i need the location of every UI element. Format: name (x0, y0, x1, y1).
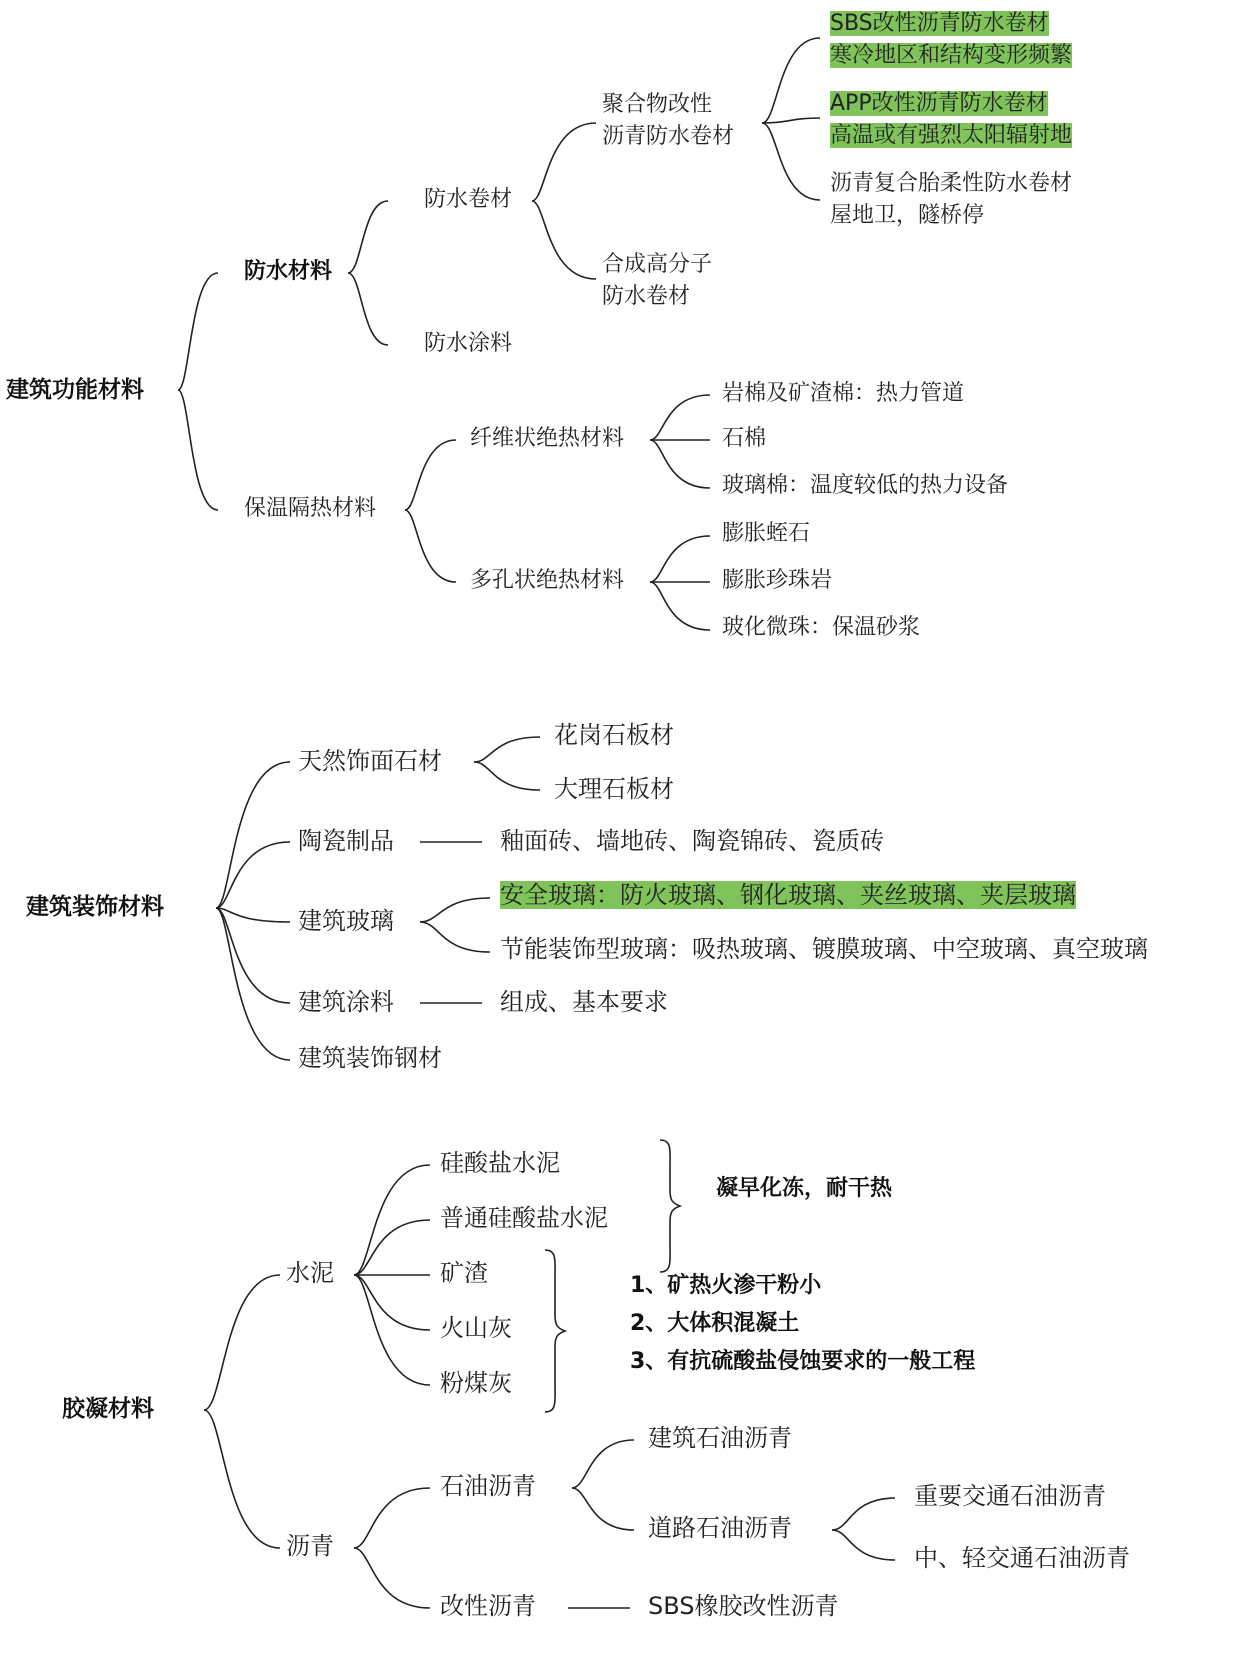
composite-note: 屋地卫，隧桥停 (830, 203, 985, 228)
node-asphalt: 沥青 (286, 1532, 334, 1560)
node-safety-glass (500, 880, 1076, 911)
node-building-petroleum-asphalt: 建筑石油沥青 (648, 1424, 792, 1452)
node-paint-items: 组成、基本要求 (500, 988, 668, 1016)
node-light-traffic-asphalt: 中、轻交通石油沥青 (914, 1544, 1130, 1572)
node-cementitious-materials: 胶凝材料 (62, 1396, 154, 1422)
node-petroleum-asphalt: 石油沥青 (440, 1472, 536, 1500)
polymer-asphalt-line-1: 聚合物改性 (602, 92, 713, 117)
node-asbestos: 石棉 (722, 426, 767, 451)
node-synthetic-polymer-membrane (602, 249, 712, 313)
node-insulation-materials: 保温隔热材料 (244, 496, 377, 521)
node-decorative-steel: 建筑装饰钢材 (298, 1044, 442, 1072)
node-ceramic-products: 陶瓷制品 (298, 827, 394, 855)
node-waterproof-materials: 防水材料 (244, 259, 333, 284)
node-flyash-cement: 粉煤灰 (440, 1369, 512, 1397)
node-pozzolan-cement: 火山灰 (440, 1314, 512, 1342)
node-functional-materials: 建筑功能材料 (6, 377, 144, 403)
node-vermiculite: 膨胀蛭石 (722, 521, 811, 546)
node-fibrous-insulation: 纤维状绝热材料 (470, 426, 625, 451)
node-slag-cement: 矿渣 (440, 1259, 488, 1287)
node-ceramic-items: 釉面砖、墙地砖、陶瓷锦砖、瓷质砖 (500, 827, 884, 855)
note-blended-cement-2: 2、大体积混凝土 (630, 1311, 800, 1336)
node-sbs-rubber-asphalt: SBS橡胶改性沥青 (648, 1592, 839, 1620)
node-silicate-cement: 硅酸盐水泥 (440, 1149, 560, 1177)
sbs-title: SBS改性沥青防水卷材 (830, 11, 1049, 36)
note-blended-cement-1: 1、矿热火渗干粉小 (630, 1273, 822, 1298)
sbs-note: 寒冷地区和结构变形频繁 (830, 43, 1073, 68)
node-natural-stone: 天然饰面石材 (298, 747, 442, 775)
app-title: APP改性沥青防水卷材 (830, 91, 1048, 116)
node-ordinary-silicate-cement: 普通硅酸盐水泥 (440, 1204, 608, 1232)
node-sbs-membrane (830, 8, 1072, 72)
node-waterproof-coating: 防水涂料 (424, 331, 513, 356)
node-rockwool: 岩棉及矿渣棉：热力管道 (722, 381, 965, 406)
synthetic-line-1: 合成高分子 (602, 252, 713, 277)
node-composite-membrane (830, 168, 1072, 232)
synthetic-line-2: 防水卷材 (602, 284, 691, 309)
node-granite: 花岗石板材 (554, 721, 674, 749)
node-waterproof-membrane: 防水卷材 (424, 187, 513, 212)
node-app-membrane (830, 88, 1072, 152)
polymer-asphalt-line-2: 沥青防水卷材 (602, 124, 735, 149)
node-heavy-traffic-asphalt: 重要交通石油沥青 (914, 1482, 1106, 1510)
node-glasswool: 玻璃棉：温度较低的热力设备 (722, 473, 1009, 498)
node-energy-glass: 节能装饰型玻璃：吸热玻璃、镀膜玻璃、中空玻璃、真空玻璃 (500, 935, 1148, 963)
composite-title: 沥青复合胎柔性防水卷材 (830, 171, 1073, 196)
node-decorative-materials: 建筑装饰材料 (26, 894, 164, 920)
note-blended-cement-3: 3、有抗硫酸盐侵蚀要求的一般工程 (630, 1349, 976, 1374)
safety-glass-text: 安全玻璃：防火玻璃、钢化玻璃、夹丝玻璃、夹层玻璃 (500, 881, 1076, 909)
node-building-paint: 建筑涂料 (298, 988, 394, 1016)
node-marble: 大理石板材 (554, 775, 674, 803)
node-cement: 水泥 (286, 1259, 334, 1287)
node-modified-asphalt: 改性沥青 (440, 1592, 536, 1620)
app-note: 高温或有强烈太阳辐射地 (830, 123, 1073, 148)
node-building-glass: 建筑玻璃 (298, 907, 394, 935)
node-polymer-asphalt-membrane (602, 89, 734, 153)
node-perlite: 膨胀珍珠岩 (722, 568, 833, 593)
node-road-petroleum-asphalt: 道路石油沥青 (648, 1514, 792, 1542)
node-microbead: 玻化微珠：保温砂浆 (722, 615, 921, 640)
note-early-strength: 凝早化冻，耐干热 (716, 1176, 893, 1201)
node-porous-insulation: 多孔状绝热材料 (470, 568, 625, 593)
